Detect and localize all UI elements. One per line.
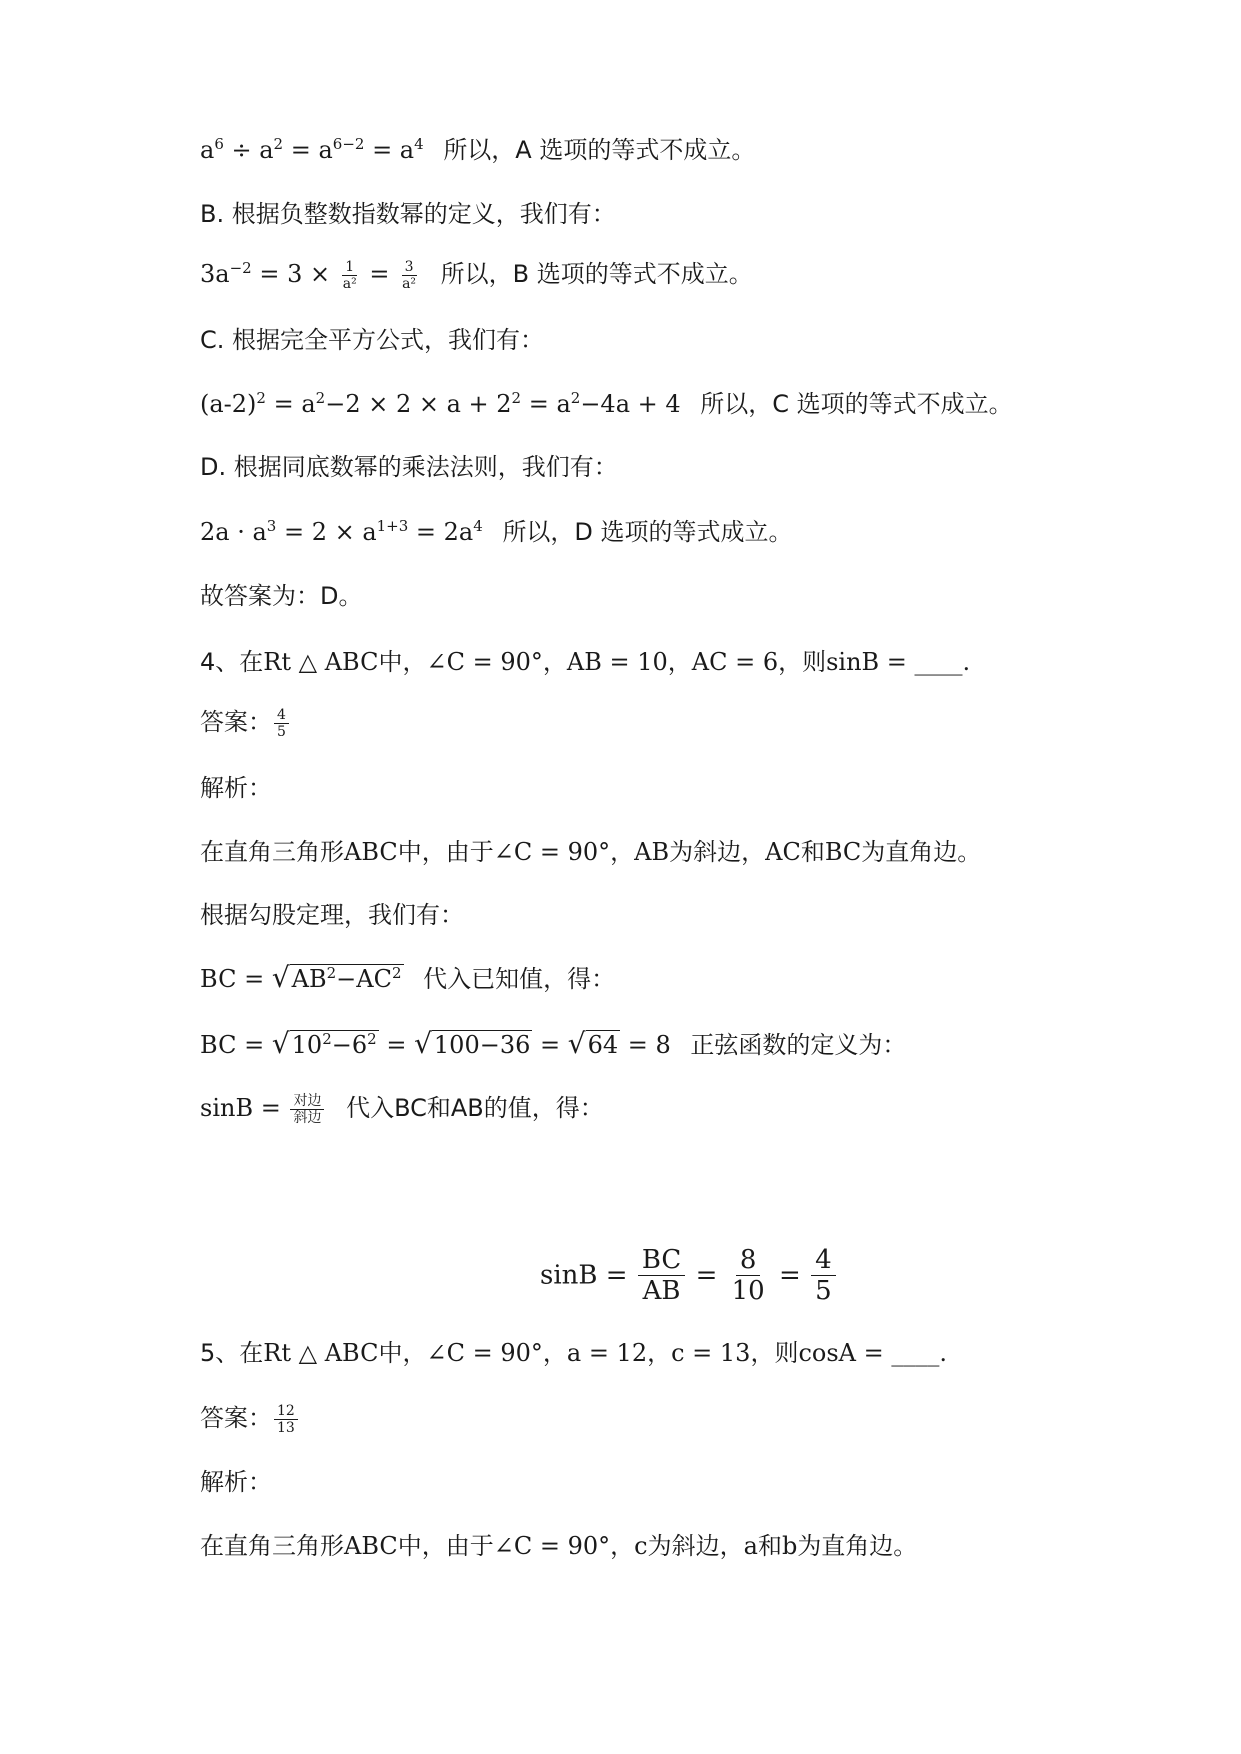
square-root: $√AB^2-AC^2$ bbox=[271, 961, 402, 994]
question-5: 5、在Rt △ ABC中，∠C = 90°，a = 12，c = 13，则cosA = ____. bbox=[200, 1339, 947, 1367]
solution-line-c bbox=[200, 386, 1013, 422]
explanation-text: 所以，B 选项的等式不成立。 bbox=[440, 260, 753, 288]
explanation-text: 所以，D 选项的等式成立。 bbox=[502, 518, 793, 546]
answer-conclusion: 故答案为：D。 bbox=[200, 582, 363, 610]
analysis-4-line-5: sinB = $\frac{\text{对边}}{\text{斜边}}$ 代入BC和AB的值，得： bbox=[200, 1093, 604, 1126]
square-root: √100−36 bbox=[414, 1027, 531, 1060]
square-root: √64 bbox=[567, 1027, 619, 1060]
explanation-text: 所以，C 选项的等式不成立。 bbox=[700, 390, 1013, 418]
math-expression: $a^6 \div a^2 = a^{6-2} = a^4$ bbox=[200, 135, 424, 164]
analysis-4-line-3: BC = $√AB^2-AC^2$ 代入已知值，得： bbox=[200, 960, 615, 997]
math-expression: $3a^{-2} = 3$ × $\frac{1}{\text{a²}}$ = $\frac{3}{\text{a²}}$ bbox=[200, 260, 421, 288]
option-d-heading: D. 根据同底数幂的乘法法则，我们有： bbox=[200, 453, 618, 481]
answer-fraction: $\frac{4}{5}$ bbox=[274, 707, 289, 740]
answer-fraction: $\frac{12}{13}$ bbox=[274, 1403, 298, 1436]
analysis-4-line-1: 在直角三角形ABC中，由于∠C = 90°，AB为斜边，AC和BC为直角边。 bbox=[200, 838, 982, 866]
analysis-5-line-1: 在直角三角形ABC中，由于∠C = 90°，c为斜边，a和b为直角边。 bbox=[200, 1532, 918, 1560]
display-equation: sinB = $\frac{BC}{AB}$ = $\frac{8}{10}$ = $\frac{4}{5}$ bbox=[540, 1245, 838, 1306]
solution-line-b bbox=[200, 256, 753, 292]
solution-line-a bbox=[200, 132, 755, 168]
analysis-4-line-2: 根据勾股定理，我们有： bbox=[200, 901, 464, 929]
fraction: $\frac{1}{\text{a²}}$ bbox=[342, 259, 357, 292]
analysis-4-line-4: BC = $√10^2-6^2 = √100-36 = √64 = 8$ 正弦函数的定义为： bbox=[200, 1026, 906, 1063]
math-expression: $(a-2)^2 = a^2-2 \times 2 \times a + 2^2 = a^2-4a + 4$ bbox=[200, 389, 681, 418]
option-b-heading: B. 根据负整数指数幂的定义，我们有： bbox=[200, 200, 616, 228]
square-root: $√10^2-6^2$ bbox=[271, 1027, 377, 1060]
fraction: $\frac{3}{\text{a²}}$ bbox=[402, 259, 417, 292]
analysis-label-4: 解析： bbox=[200, 774, 272, 802]
math-expression: $2a \cdot a^3 = 2 \times a^{1+3} = 2a^4$ bbox=[200, 517, 483, 546]
question-4: 4、在Rt △ ABC中，∠C = 90°，AB = 10，AC = 6，则sinB = ____. bbox=[200, 648, 971, 676]
fraction: $\frac{\text{对边}}{\text{斜边}}$ bbox=[290, 1093, 324, 1126]
solution-line-d bbox=[200, 514, 793, 550]
analysis-label-5: 解析： bbox=[200, 1468, 272, 1496]
explanation-text: 所以，A 选项的等式不成立。 bbox=[443, 136, 756, 164]
option-c-heading: C. 根据完全平方公式，我们有： bbox=[200, 326, 545, 354]
answer-5: 答案： $\frac{12}{13}$ bbox=[200, 1400, 300, 1436]
answer-4: 答案： $\frac{4}{5}$ bbox=[200, 704, 291, 740]
